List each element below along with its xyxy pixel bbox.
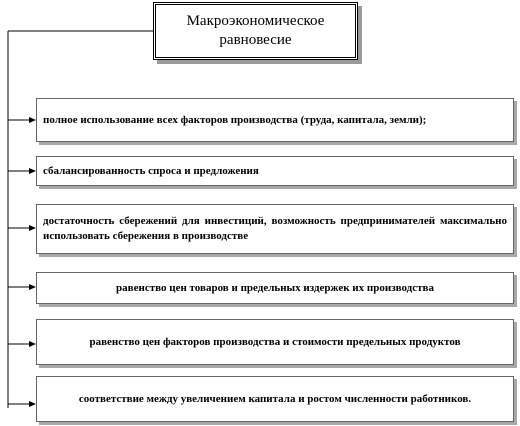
item-text-2: сбалансированность спроса и предложения bbox=[43, 164, 259, 177]
item-box-6 bbox=[36, 376, 514, 422]
arrow-4 bbox=[29, 284, 36, 290]
item-box-2 bbox=[36, 156, 514, 186]
item-box-1 bbox=[36, 98, 514, 142]
item-box-5 bbox=[36, 319, 514, 365]
item-box-4 bbox=[36, 272, 514, 304]
arrow-5 bbox=[29, 341, 36, 347]
arrow-6 bbox=[29, 401, 36, 407]
item-text-1: полное использование всех факторов производства (труда, капитала, земли); bbox=[43, 113, 427, 126]
item-text-4: равенство цен товаров и предельных издержек их производства bbox=[116, 281, 434, 294]
arrow-1 bbox=[29, 117, 36, 123]
title-box bbox=[153, 2, 358, 60]
item-text-6: соответствие между увеличением капитала и ростом численности работников. bbox=[78, 392, 472, 405]
title-text: Макроэкономическое равновесие bbox=[186, 13, 325, 48]
arrow-3 bbox=[29, 225, 36, 231]
item-text-5: равенство цен факторов производства и стоимости предельных продуктов bbox=[89, 335, 461, 348]
item-box-3 bbox=[36, 204, 514, 254]
item-text-3: достаточность сбережений для инвестиций, возможность предпринимателей максимально использовать сбережения в производстве bbox=[43, 215, 507, 242]
arrow-2 bbox=[29, 168, 36, 174]
